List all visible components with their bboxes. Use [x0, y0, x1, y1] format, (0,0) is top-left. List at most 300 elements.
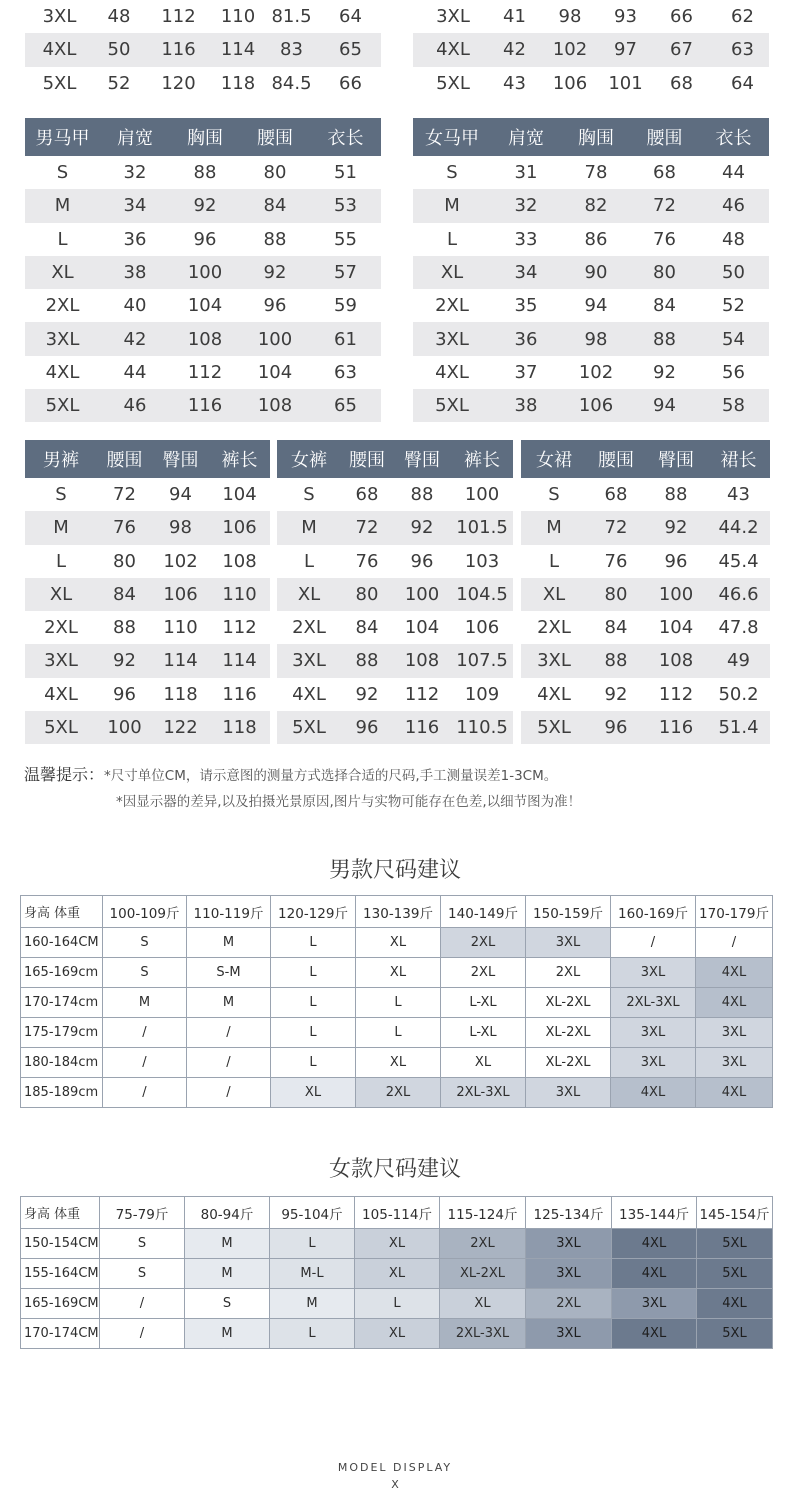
size-value: 104 — [187, 295, 223, 317]
size-label: 5XL — [25, 389, 100, 422]
size-value: 32 — [491, 189, 561, 222]
size-value: 98 — [561, 322, 631, 355]
size-label: 3XL — [436, 6, 470, 28]
size-value: 84.5 — [271, 72, 312, 94]
recommended-size-cell: 3XL — [526, 928, 611, 958]
size-value: 118 — [209, 711, 270, 744]
size-value: 65 — [320, 33, 381, 66]
recommended-size-cell: / — [103, 1048, 187, 1078]
size-label: 3XL — [277, 644, 341, 677]
size-value: 92 — [645, 511, 707, 544]
recommended-size-cell: 2XL — [440, 1229, 526, 1259]
table-row — [521, 644, 770, 677]
recommended-size-cell: L — [270, 1319, 355, 1349]
size-value: 63 — [334, 361, 357, 383]
size-label: S — [303, 484, 315, 506]
model-display-label: MODEL DISPLAY — [337, 1461, 453, 1474]
recommended-size-cell: L — [271, 928, 356, 958]
size-value: 72 — [113, 484, 136, 506]
size-value: 112 — [658, 683, 694, 705]
size-value: 88 — [341, 644, 393, 677]
size-label: 5XL — [25, 711, 97, 744]
table-row — [277, 578, 513, 611]
weight-range-header: 170-179斤 — [696, 896, 773, 928]
size-label: S — [548, 484, 560, 506]
size-value: 44.2 — [707, 511, 770, 544]
size-value: 93 — [614, 6, 637, 28]
size-value: 94 — [631, 389, 698, 422]
weight-range-header: 145-154斤 — [697, 1197, 773, 1229]
size-value: 46 — [698, 189, 769, 222]
size-value: 120 — [161, 72, 196, 94]
recommended-size-cell: 5XL — [697, 1319, 773, 1349]
height-row — [21, 988, 773, 1018]
size-value: 106 — [552, 72, 588, 94]
size-value: 88 — [113, 617, 136, 639]
size-value: 122 — [152, 711, 209, 744]
recommended-size-cell: 4XL — [697, 1289, 773, 1319]
size-label: 5XL — [413, 389, 491, 422]
size-label: 5XL — [436, 72, 470, 94]
recommended-size-cell: M — [185, 1319, 270, 1349]
recommended-size-cell: 3XL — [611, 1018, 696, 1048]
size-value: 96 — [263, 295, 287, 317]
size-value: 92 — [355, 683, 379, 705]
women-skirt-table — [521, 440, 770, 744]
table-row — [521, 611, 770, 644]
size-value: 94 — [584, 295, 608, 317]
size-label: 5XL — [277, 711, 341, 744]
recommended-size-cell: L — [356, 1018, 441, 1048]
size-value: 35 — [514, 295, 538, 317]
recommended-size-cell: XL-2XL — [526, 988, 611, 1018]
height-row — [21, 1259, 773, 1289]
tips-line-1: *尺寸单位CM，请示意图的测量方式选择合适的尺码,手工测量误差1-3CM。 — [104, 768, 558, 784]
table-row — [277, 644, 513, 677]
recommended-size-cell: 4XL — [612, 1229, 697, 1259]
size-value: 65 — [310, 389, 381, 422]
size-value: 34 — [100, 189, 170, 222]
size-value: 88 — [410, 484, 434, 506]
top-right-size-table — [413, 0, 769, 100]
height-row — [21, 1289, 773, 1319]
size-value: 100 — [97, 711, 152, 744]
size-value: 92 — [170, 189, 240, 222]
size-value: 81.5 — [271, 6, 312, 28]
size-label: 4XL — [44, 683, 78, 705]
size-label: 3XL — [25, 644, 97, 677]
weight-range-header: 100-109斤 — [103, 896, 187, 928]
column-header: 腰围 — [341, 440, 393, 478]
size-value: 58 — [698, 389, 769, 422]
size-value: 34 — [491, 256, 561, 289]
size-value: 46.6 — [707, 578, 770, 611]
size-value: 76 — [97, 511, 152, 544]
height-range-label: 165-169cm — [21, 958, 103, 988]
men-recommendation-table — [20, 895, 773, 1108]
size-value: 102 — [578, 361, 614, 383]
recommended-size-cell: XL — [355, 1259, 440, 1289]
table-row — [413, 356, 769, 389]
size-value: 50.2 — [718, 683, 759, 705]
size-label: L — [446, 228, 458, 250]
column-header: 衣长 — [310, 118, 381, 156]
recommended-size-cell: M — [270, 1289, 355, 1319]
recommended-size-cell: S — [103, 928, 187, 958]
recommended-size-cell: 3XL — [612, 1289, 697, 1319]
size-value: 37 — [514, 361, 538, 383]
size-value: 96 — [410, 550, 434, 572]
column-header: 裙长 — [707, 440, 770, 478]
table-row — [25, 711, 270, 744]
recommended-size-cell: / — [187, 1048, 271, 1078]
size-value: 67 — [647, 33, 716, 66]
size-value: 84 — [97, 578, 152, 611]
men-vest-table — [25, 118, 381, 422]
recommended-size-cell: 2XL-3XL — [611, 988, 696, 1018]
size-label: 4XL — [413, 33, 493, 66]
recommended-size-cell: XL-2XL — [526, 1018, 611, 1048]
recommended-size-cell: 4XL — [612, 1259, 697, 1289]
size-value: 52 — [107, 72, 131, 94]
size-label: XL — [413, 256, 491, 289]
recommended-size-cell: XL-2XL — [526, 1048, 611, 1078]
recommended-size-cell: 3XL — [611, 958, 696, 988]
recommended-size-cell: M — [185, 1229, 270, 1259]
table-row — [25, 289, 381, 322]
size-value: 104 — [404, 617, 440, 639]
size-value: 38 — [100, 256, 170, 289]
size-label: 2XL — [435, 295, 469, 317]
size-value: 107.5 — [451, 644, 513, 677]
table-row — [25, 678, 270, 711]
size-value: 92 — [653, 361, 676, 383]
size-value: 100 — [240, 322, 310, 355]
recommended-size-cell: / — [187, 1018, 271, 1048]
women-pants-table — [277, 440, 513, 744]
recommended-size-cell: L — [356, 988, 441, 1018]
size-label: 4XL — [25, 33, 94, 66]
height-range-label: 165-169CM — [21, 1289, 100, 1319]
weight-header-row — [21, 1197, 773, 1229]
recommended-size-cell: 3XL — [526, 1078, 611, 1108]
weight-range-header: 75-79斤 — [100, 1197, 185, 1229]
size-value: 114 — [152, 644, 209, 677]
size-value: 68 — [355, 484, 379, 506]
size-label: 4XL — [45, 361, 80, 383]
height-weight-corner: 身高 体重 — [21, 896, 103, 928]
recommended-size-cell: 3XL — [696, 1018, 773, 1048]
size-label: M — [25, 511, 97, 544]
table-row — [277, 545, 513, 578]
table-row — [413, 289, 769, 322]
table-row — [25, 389, 381, 422]
table-row — [413, 156, 769, 189]
size-label: M — [25, 189, 100, 222]
recommended-size-cell: / — [100, 1289, 185, 1319]
size-label: XL — [25, 578, 97, 611]
size-value: 40 — [123, 295, 147, 317]
recommended-size-cell: 2XL — [526, 1289, 612, 1319]
size-value: 101.5 — [451, 511, 513, 544]
size-value: 103 — [464, 550, 500, 572]
size-label: 4XL — [292, 683, 326, 705]
men-pants-table — [25, 440, 270, 744]
size-value: 94 — [169, 484, 192, 506]
column-header: 臀围 — [393, 440, 451, 478]
size-value: 108 — [393, 644, 451, 677]
size-label: 3XL — [25, 322, 100, 355]
size-value: 110 — [209, 578, 270, 611]
size-value: 42 — [493, 33, 536, 66]
size-value: 44 — [722, 162, 745, 184]
height-range-label: 175-179cm — [21, 1018, 103, 1048]
size-value: 106 — [561, 389, 631, 422]
height-range-label: 160-164CM — [21, 928, 103, 958]
table-row — [413, 389, 769, 422]
size-label: XL — [521, 578, 587, 611]
size-value: 112 — [187, 361, 223, 383]
recommended-size-cell: XL — [356, 928, 441, 958]
recommended-size-cell: XL — [355, 1229, 440, 1259]
column-header: 肩宽 — [100, 118, 170, 156]
recommended-size-cell: 2XL-3XL — [440, 1319, 526, 1349]
recommended-size-cell: L — [271, 1018, 356, 1048]
table-row — [277, 711, 513, 744]
table-row — [25, 33, 381, 66]
size-label: M — [413, 189, 491, 222]
size-value: 76 — [653, 228, 676, 250]
recommended-size-cell: / — [187, 1078, 271, 1108]
size-value: 64 — [731, 72, 754, 94]
recommended-size-cell: XL-2XL — [440, 1259, 526, 1289]
height-row — [21, 1229, 773, 1259]
weight-range-header: 150-159斤 — [526, 896, 611, 928]
size-value: 96 — [664, 550, 688, 572]
weight-range-header: 95-104斤 — [270, 1197, 355, 1229]
recommended-size-cell: 5XL — [697, 1229, 773, 1259]
size-value: 72 — [587, 511, 645, 544]
size-label: S — [55, 484, 67, 506]
size-value: 108 — [645, 644, 707, 677]
column-header: 裤长 — [209, 440, 270, 478]
size-label: 5XL — [42, 72, 77, 94]
size-value: 80 — [341, 578, 393, 611]
table-row — [277, 478, 513, 511]
table-row — [25, 256, 381, 289]
size-label: 3XL — [413, 322, 491, 355]
size-value: 62 — [731, 6, 754, 28]
size-label: 2XL — [537, 617, 571, 639]
recommended-size-cell: 2XL — [356, 1078, 441, 1108]
recommended-size-cell: 3XL — [526, 1319, 612, 1349]
height-range-label: 180-184cm — [21, 1048, 103, 1078]
column-header: 腰围 — [587, 440, 645, 478]
size-value: 72 — [631, 189, 698, 222]
size-value: 102 — [536, 33, 604, 66]
size-value: 96 — [341, 711, 393, 744]
height-range-label: 170-174CM — [21, 1319, 100, 1349]
size-value: 76 — [355, 550, 379, 572]
recommended-size-cell: 3XL — [696, 1048, 773, 1078]
size-value: 116 — [144, 33, 213, 66]
size-value: 92 — [393, 511, 451, 544]
model-display-x: X — [391, 1478, 399, 1491]
size-value: 52 — [722, 295, 745, 317]
size-value: 109 — [464, 683, 500, 705]
recommended-size-cell: L — [271, 958, 356, 988]
recommended-size-cell: M — [187, 988, 271, 1018]
column-header: 胸围 — [561, 118, 631, 156]
recommended-size-cell: 4XL — [612, 1319, 697, 1349]
size-value: 116 — [222, 683, 257, 705]
size-value: 43 — [503, 72, 526, 94]
recommended-size-cell: 3XL — [611, 1048, 696, 1078]
size-value: 112 — [404, 683, 440, 705]
size-value: 110.5 — [451, 711, 513, 744]
size-value: 88 — [587, 644, 645, 677]
size-label: 5XL — [521, 711, 587, 744]
size-label: M — [521, 511, 587, 544]
size-value: 80 — [113, 550, 136, 572]
weight-range-header: 125-134斤 — [526, 1197, 612, 1229]
size-value: 55 — [334, 228, 357, 250]
size-label: 3XL — [521, 644, 587, 677]
size-value: 88 — [664, 484, 688, 506]
size-value: 116 — [645, 711, 707, 744]
recommended-size-cell: / — [103, 1078, 187, 1108]
table-row — [25, 545, 270, 578]
recommended-size-cell: XL — [440, 1289, 526, 1319]
recommended-size-cell: L — [271, 1048, 356, 1078]
recommended-size-cell: L — [355, 1289, 440, 1319]
size-value: 49 — [707, 644, 770, 677]
size-label: L — [303, 550, 315, 572]
size-value: 36 — [123, 228, 147, 250]
recommended-size-cell: S — [103, 958, 187, 988]
recommended-size-cell: 3XL — [526, 1229, 612, 1259]
table-row — [521, 578, 770, 611]
recommended-size-cell: L-XL — [441, 988, 526, 1018]
size-value: 86 — [584, 228, 608, 250]
weight-range-header: 135-144斤 — [612, 1197, 697, 1229]
size-value: 82 — [561, 189, 631, 222]
weight-range-header: 80-94斤 — [185, 1197, 270, 1229]
weight-range-header: 105-114斤 — [355, 1197, 440, 1229]
size-value: 112 — [222, 617, 257, 639]
table-row — [25, 322, 381, 355]
size-value: 38 — [491, 389, 561, 422]
column-header: 男裤 — [25, 440, 97, 478]
size-value: 33 — [514, 228, 538, 250]
recommended-size-cell: L — [271, 988, 356, 1018]
weight-range-header: 120-129斤 — [271, 896, 356, 928]
height-range-label: 170-174cm — [21, 988, 103, 1018]
table-row — [413, 189, 769, 222]
column-header: 裤长 — [451, 440, 513, 478]
table-row — [277, 511, 513, 544]
size-value: 104.5 — [451, 578, 513, 611]
recommended-size-cell: / — [100, 1319, 185, 1349]
table-row — [277, 678, 513, 711]
size-value: 68 — [653, 162, 676, 184]
table-row — [25, 478, 270, 511]
size-value: 110 — [220, 6, 256, 28]
size-value: 100 — [464, 484, 500, 506]
size-value: 36 — [491, 322, 561, 355]
column-header: 腰围 — [240, 118, 310, 156]
recommended-size-cell: S — [100, 1229, 185, 1259]
recommended-size-cell: 2XL-3XL — [441, 1078, 526, 1108]
recommended-size-cell: S — [100, 1259, 185, 1289]
recommended-size-cell: XL — [441, 1048, 526, 1078]
top-left-size-table — [25, 0, 381, 100]
women-vest-table — [413, 118, 769, 422]
height-row — [21, 928, 773, 958]
size-value: 104 — [257, 361, 293, 383]
size-value: 100 — [645, 578, 707, 611]
table-row — [25, 511, 270, 544]
size-value: 50 — [698, 256, 769, 289]
size-value: 57 — [310, 256, 381, 289]
recommended-size-cell: 2XL — [526, 958, 611, 988]
tips-line-2: *因显示器的差异,以及拍摄光景原因,图片与实物可能存在色差,以细节图为准！ — [116, 794, 582, 810]
size-value: 80 — [263, 162, 287, 184]
table-row — [25, 356, 381, 389]
table-row — [521, 545, 770, 578]
weight-range-header: 130-139斤 — [356, 896, 441, 928]
size-value: 44 — [123, 361, 147, 383]
size-value: 116 — [393, 711, 451, 744]
size-value: 51.4 — [707, 711, 770, 744]
recommended-size-cell: / — [696, 928, 773, 958]
recommended-size-cell: 5XL — [697, 1259, 773, 1289]
recommended-size-cell: S — [185, 1289, 270, 1319]
recommended-size-cell: / — [611, 928, 696, 958]
recommended-size-cell: / — [103, 1018, 187, 1048]
size-value: 92 — [604, 683, 628, 705]
size-value: 102 — [163, 550, 198, 572]
size-value: 43 — [727, 484, 750, 506]
table-row — [25, 156, 381, 189]
weight-range-header: 140-149斤 — [441, 896, 526, 928]
size-value: 50 — [94, 33, 144, 66]
women-recommendation-table — [20, 1196, 773, 1349]
size-value: 72 — [341, 511, 393, 544]
recommended-size-cell: 4XL — [696, 1078, 773, 1108]
recommended-size-cell: 2XL — [441, 958, 526, 988]
table-row — [413, 223, 769, 256]
recommended-size-cell: 2XL — [441, 928, 526, 958]
size-value: 104 — [222, 484, 257, 506]
weight-range-header: 115-124斤 — [440, 1197, 526, 1229]
table-row — [25, 644, 270, 677]
size-label: S — [446, 162, 458, 184]
size-value: 46 — [100, 389, 170, 422]
size-value: 88 — [631, 322, 698, 355]
size-value: 114 — [213, 33, 263, 66]
size-value: 48 — [107, 6, 131, 28]
table-row — [521, 511, 770, 544]
table-row — [413, 67, 769, 100]
size-value: 45.4 — [718, 550, 759, 572]
size-value: 48 — [722, 228, 745, 250]
size-value: 118 — [220, 72, 256, 94]
height-range-label: 155-164CM — [21, 1259, 100, 1289]
size-value: 56 — [722, 361, 745, 383]
table-row — [25, 223, 381, 256]
recommended-size-cell: XL — [355, 1319, 440, 1349]
